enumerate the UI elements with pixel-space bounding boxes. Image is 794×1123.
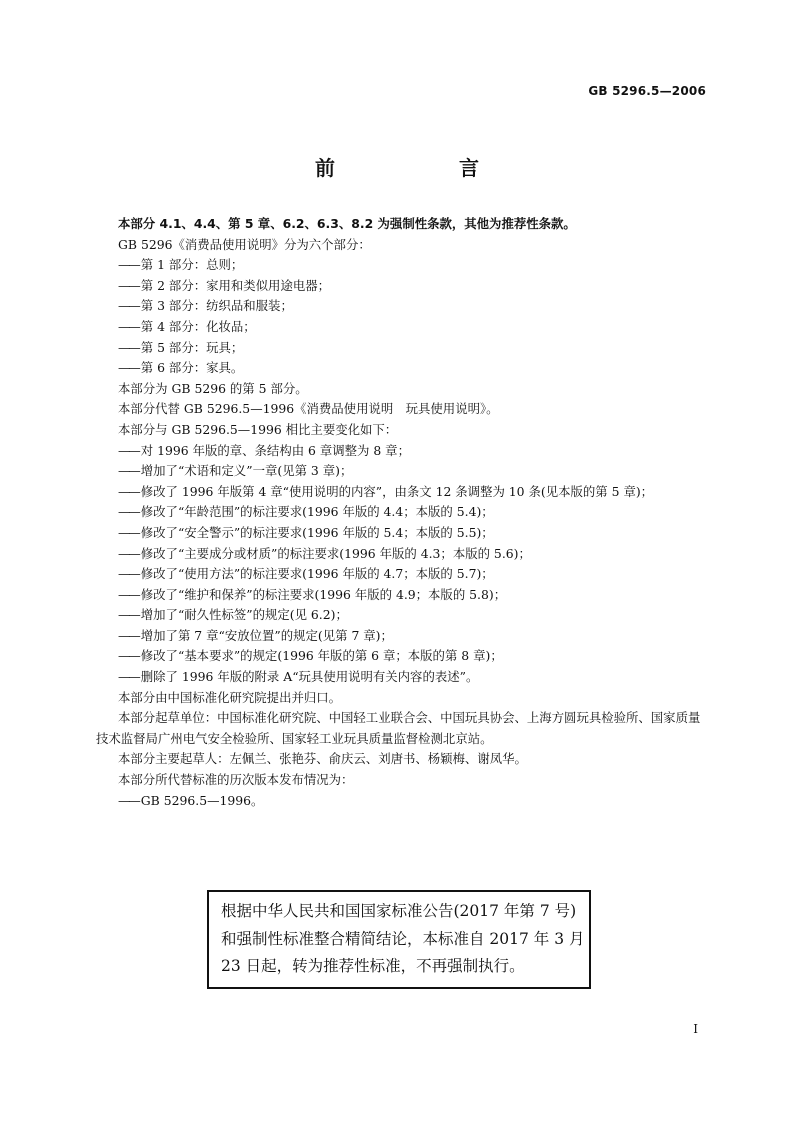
list-item [96, 646, 708, 667]
list-item-text: 修改了“维护和保养”的标注要求(1996 年版的 4.9；本版的 5.8)； [140, 586, 507, 602]
paragraph: 本部分与 GB 5296.5—1996 相比主要变化如下： [118, 421, 398, 437]
dash-mark: —— [118, 627, 139, 643]
mandatory-clause-statement: 本部分 4.1、4.4、第 5 章、6.2、6.3、8.2 为强制性条款，其他为推荐性条款。 [118, 216, 576, 231]
list-item [96, 667, 708, 688]
paragraph: 本部分起草单位：中国标准化研究院、中国轻工业联合会、中国玩具协会、上海方圆玩具检验所、国家质量技术监督局广州电气安全检验所、国家轻工业玩具质量监督检测北京站。 [96, 710, 701, 746]
list-item [96, 358, 708, 379]
list-item-text: 增加了“耐久性标签”的规定(见 6.2)； [140, 607, 348, 623]
page-title: 前 言 [315, 156, 507, 180]
list-item-text: 增加了“术语和定义”一章(见第 3 章)； [140, 463, 353, 479]
list-item [96, 626, 708, 647]
standard-code: GB 5296.5—2006 [588, 84, 706, 98]
list-item-text: GB 5296.5—1996。 [140, 792, 264, 808]
dash-mark: —— [118, 483, 139, 499]
list-item [96, 544, 708, 565]
list-item-text: 对 1996 年版的章、条结构由 6 章调整为 8 章； [140, 442, 410, 458]
list-item-text: 修改了“主要成分或材质”的标注要求(1996 年版的 4.3；本版的 5.6)； [140, 545, 531, 561]
dash-mark: —— [118, 318, 139, 334]
dash-mark: —— [118, 545, 139, 561]
list-item-text: 修改了 1996 年版第 4 章“使用说明的内容”，由条文 12 条调整为 10 条(见本版的第 5 章)； [140, 483, 654, 499]
dash-mark: —— [118, 792, 139, 808]
list-item [96, 523, 708, 544]
list-item-text: 修改了“安全警示”的标注要求(1996 年版的 5.4；本版的 5.5)； [140, 524, 494, 540]
list-item-text: 第 1 部分：总则； [140, 257, 244, 273]
list-item [96, 296, 708, 317]
dash-mark: —— [118, 566, 139, 582]
list-item-text: 第 4 部分：化妆品； [140, 318, 256, 334]
paragraph: 本部分主要起草人：左佩兰、张艳芬、俞庆云、刘唐书、杨颖梅、谢凤华。 [118, 751, 527, 767]
list-item [96, 255, 708, 276]
list-item-text: 删除了 1996 年版的附录 A“玩具使用说明有关内容的表述”。 [140, 669, 479, 685]
dash-mark: —— [118, 648, 139, 664]
dash-mark: —— [118, 257, 139, 273]
paragraph: GB 5296《消费品使用说明》分为六个部分： [118, 236, 371, 252]
list-item [96, 585, 708, 606]
dash-mark: —— [118, 586, 139, 602]
dash-mark: —— [118, 504, 139, 520]
foreword-body [96, 214, 708, 811]
dash-mark: —— [118, 277, 139, 293]
list-item [96, 605, 708, 626]
list-item [96, 317, 708, 338]
list-item-text: 修改了“基本要求”的规定(1996 年版的第 6 章；本版的第 8 章)； [140, 648, 503, 664]
list-item [96, 502, 708, 523]
paragraph: 本部分为 GB 5296 的第 5 部分。 [118, 380, 308, 396]
list-item-text: 第 6 部分：家具。 [140, 360, 244, 376]
list-item [96, 338, 708, 359]
dash-mark: —— [118, 298, 139, 314]
paragraph: 本部分所代替标准的历次版本发布情况为： [118, 772, 354, 788]
list-item-text: 修改了“年龄范围”的标注要求(1996 年版的 4.4；本版的 5.4)； [140, 504, 494, 520]
paragraph: 本部分由中国标准化研究院提出并归口。 [118, 689, 342, 705]
list-item [96, 441, 708, 462]
list-item [96, 482, 708, 503]
dash-mark: —— [118, 463, 139, 479]
page-number: I [693, 1022, 698, 1036]
list-item [96, 564, 708, 585]
list-item-text: 修改了“使用方法”的标注要求(1996 年版的 4.7；本版的 5.7)； [140, 566, 494, 582]
dash-mark: —— [118, 669, 139, 685]
list-item-text: 第 5 部分：玩具； [140, 339, 244, 355]
list-item [96, 791, 708, 812]
dash-mark: —— [118, 607, 139, 623]
paragraph: 本部分代替 GB 5296.5—1996《消费品使用说明 玩具使用说明》。 [118, 401, 499, 417]
dash-mark: —— [118, 442, 139, 458]
list-item [96, 276, 708, 297]
list-item-text: 增加了第 7 章“安放位置”的规定(见第 7 章)； [140, 627, 393, 643]
list-item-text: 第 2 部分：家用和类似用途电器； [140, 277, 331, 293]
dash-mark: —— [118, 339, 139, 355]
list-item-text: 第 3 部分：纺织品和服装； [140, 298, 293, 314]
dash-mark: —— [118, 524, 139, 540]
list-item [96, 461, 708, 482]
dash-mark: —— [118, 360, 139, 376]
notice-box: 根据中华人民共和国国家标准公告(2017 年第 7 号)和强制性标准整合精简结论，本标准自 2017 年 3 月 23 日起，转为推荐性标准，不再强制执行。 [207, 890, 591, 989]
